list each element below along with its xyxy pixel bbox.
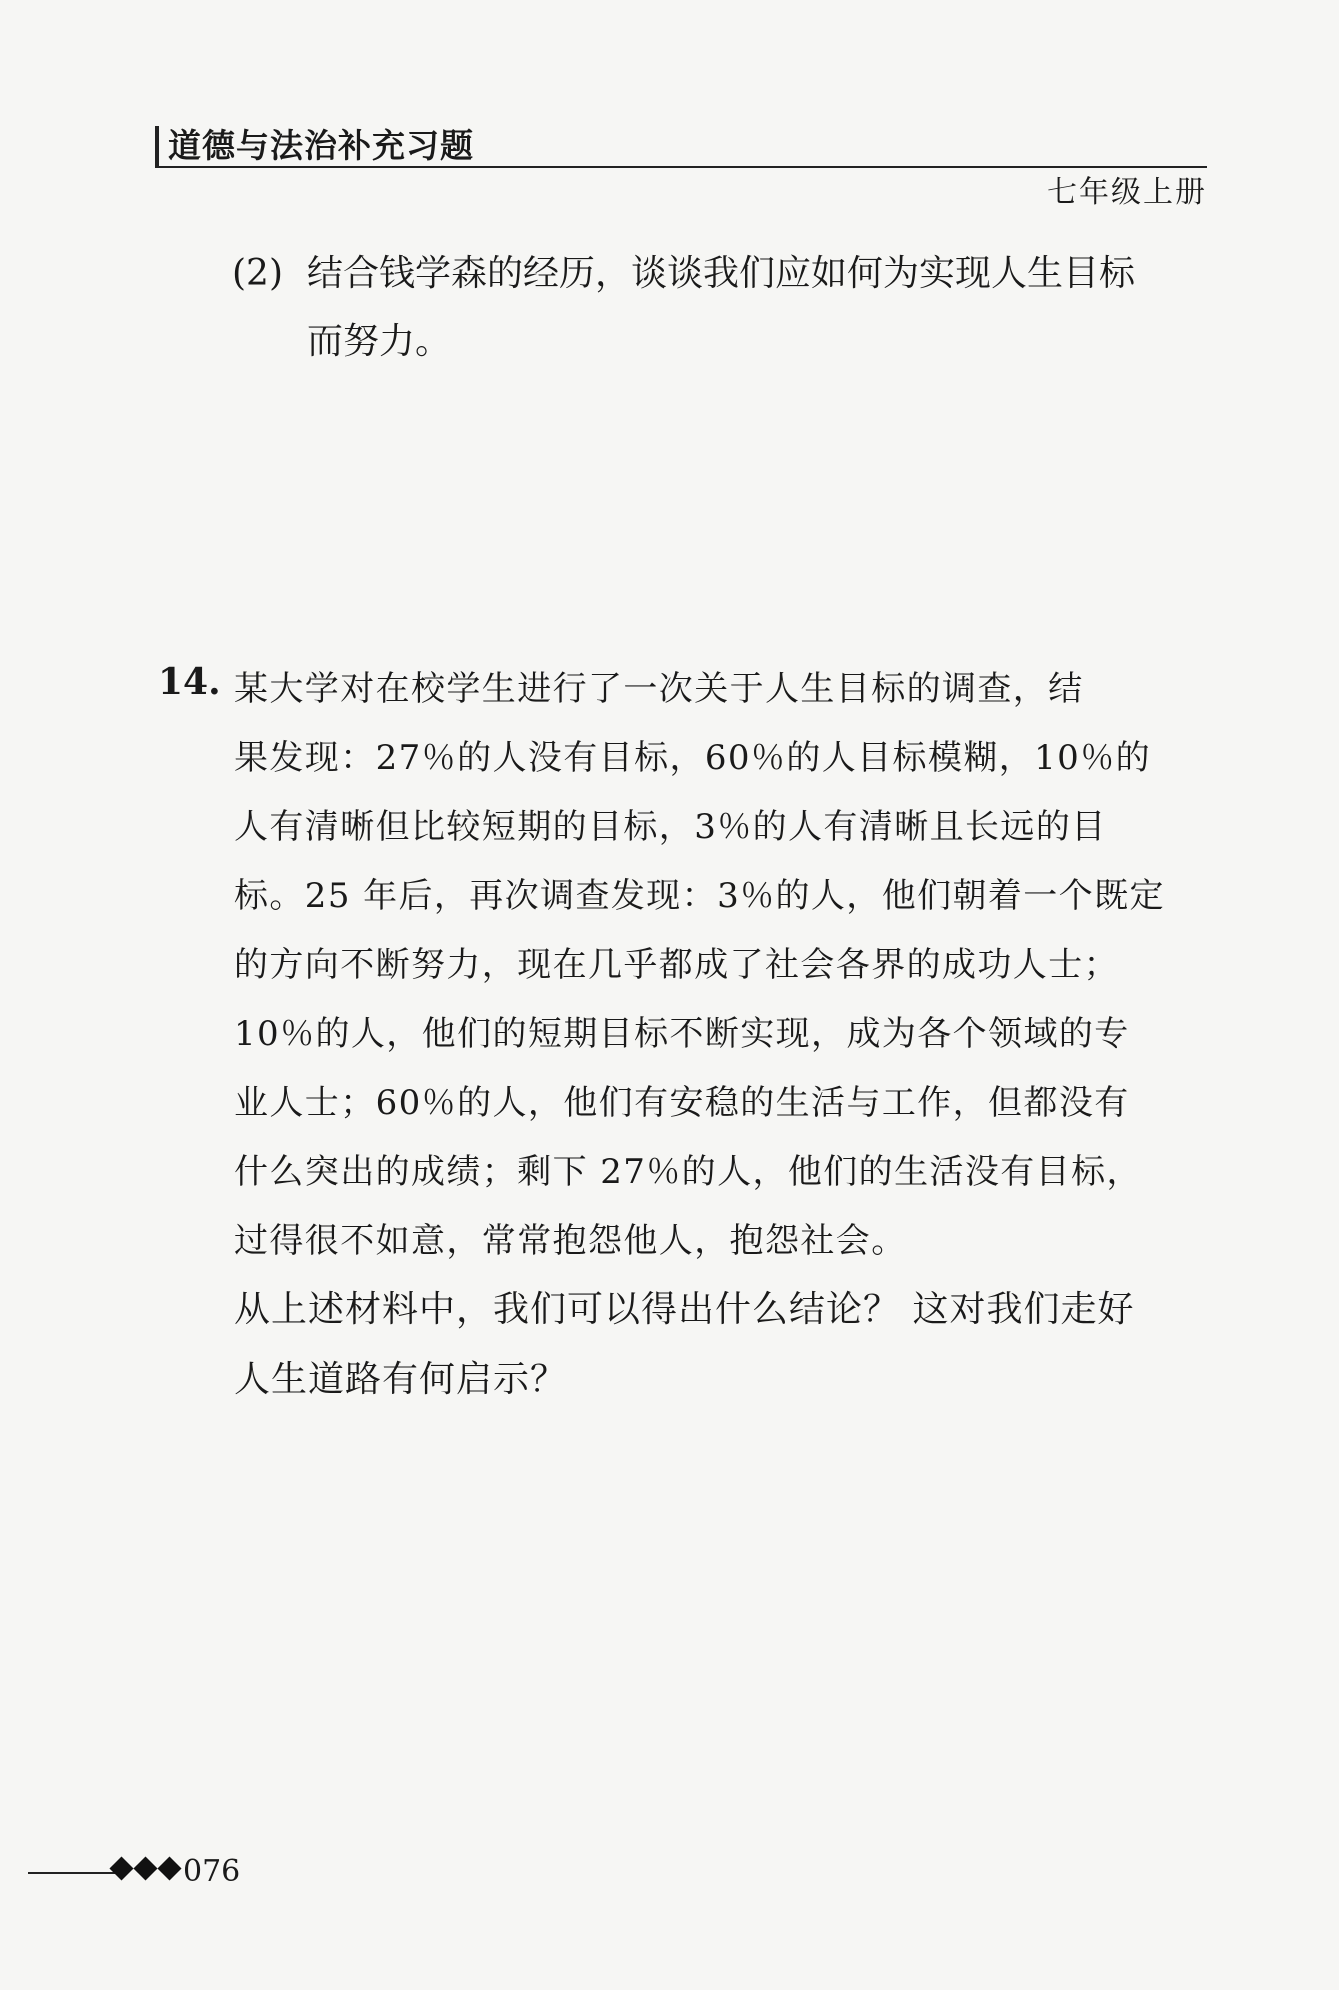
text-line: 人生道路有何启示？ <box>234 1359 568 1400</box>
question-14-number: 14. <box>158 661 221 703</box>
page-number: 076 <box>183 1854 241 1889</box>
text-line: 某大学对在校学生进行了一次关于人生目标的调查，结 <box>234 669 1084 709</box>
text-line: 什么突出的成绩；剩下 27％的人，他们的生活没有目标， <box>234 1152 1142 1192</box>
text-line: 从上述材料中，我们可以得出什么结论？ 这对我们走好 <box>234 1289 1135 1330</box>
text-line: 过得很不如意，常常抱怨他人，抱怨社会。 <box>234 1221 907 1261</box>
book-title: 道德与法治补充习题 <box>168 126 474 165</box>
three-diamonds-icon <box>108 1855 180 1889</box>
text-line: 结合钱学森的经历，谈谈我们应如何为实现人生目标 <box>307 253 1136 294</box>
diamond-icon <box>132 1855 156 1879</box>
diamond-icon <box>156 1855 180 1879</box>
text-line: 10％的人，他们的短期目标不断实现，成为各个领域的专 <box>234 1014 1130 1054</box>
header-accent-bar <box>155 126 159 168</box>
header-rule <box>155 166 1207 168</box>
text-line: 人有清晰但比较短期的目标，3％的人有清晰且长远的目 <box>234 807 1107 847</box>
footer-rule <box>28 1872 120 1874</box>
question-2-text <box>307 240 1207 376</box>
text-line: 业人士；60％的人，他们有安稳的生活与工作，但都没有 <box>234 1083 1130 1123</box>
grade-volume-label: 七年级上册 <box>1047 175 1207 210</box>
text-line: 果发现：27％的人没有目标，60％的人目标模糊，10％的 <box>234 738 1151 778</box>
question-2-number: (2) <box>232 253 283 294</box>
diamond-icon <box>108 1855 132 1879</box>
question-14-prompt <box>234 1275 1214 1415</box>
text-line: 而努力。 <box>307 321 452 362</box>
text-line: 标。25 年后，再次调查发现：3％的人，他们朝着一个既定 <box>234 876 1165 916</box>
question-14-material <box>234 655 1214 1276</box>
text-line: 的方向不断努力，现在几乎都成了社会各界的成功人士； <box>234 945 1119 985</box>
